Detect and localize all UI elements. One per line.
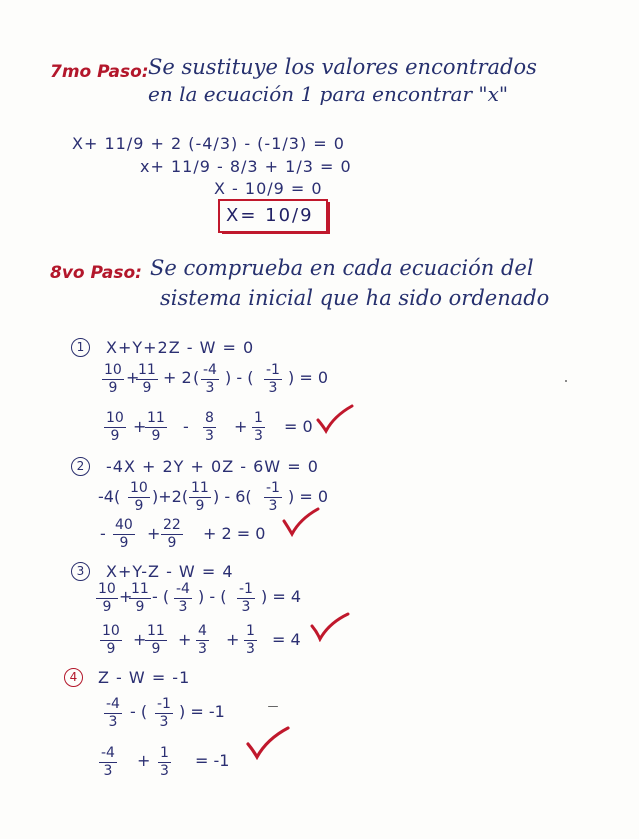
c1l2-frac1: $\frac{10}{9}$ (104, 362, 122, 396)
c1l3-frac2: $\frac{11}{9}$ (147, 410, 165, 444)
check3-equation: X+Y-Z - W = 4 (106, 562, 234, 581)
check4-number: 4 (64, 668, 83, 687)
step7-equation-2: x+ 11/9 - 8/3 + 1/3 = 0 (140, 157, 352, 176)
c4l3-frac2: $\frac{1}{3}$ (160, 745, 169, 779)
check1-number: 1 (71, 338, 90, 357)
c2l3-frac2: $\frac{22}{9}$ (163, 517, 181, 551)
c4l2-sep: - ( (130, 702, 148, 721)
c3l2-frac4: $\frac{-1}{3}$ (239, 581, 253, 615)
c2l2-b: )+2( (152, 487, 189, 506)
c4l3-end: = -1 (195, 751, 230, 770)
c3l2-plus: + (119, 587, 133, 606)
c1l3-op2: - (183, 417, 189, 436)
c1l2-end: ) = 0 (288, 368, 328, 387)
c3l3-frac1: $\frac{10}{9}$ (102, 623, 120, 657)
c3l3-op3: + (226, 630, 240, 649)
c1l2-frac2: $\frac{11}{9}$ (138, 362, 156, 396)
c3l2-frac3: $\frac{-4}{3}$ (176, 581, 190, 615)
check2-equation: -4X + 2Y + 0Z - 6W = 0 (106, 457, 319, 476)
result-x: X= 10/9 (226, 205, 314, 226)
c4l2-frac1: $\frac{-4}{3}$ (106, 696, 120, 730)
c1l3-end: = 0 (284, 417, 313, 436)
c2l3-plus: + (147, 524, 161, 543)
c1l3-frac3: $\frac{8}{3}$ (205, 410, 214, 444)
check2-number: 2 (71, 457, 90, 476)
stray-mark (268, 706, 278, 707)
c4l3-frac1: $\frac{-4}{3}$ (101, 745, 115, 779)
c1l3-frac1: $\frac{10}{9}$ (106, 410, 124, 444)
c2l3-end: + 2 = 0 (203, 524, 266, 543)
step8-text-line1: Se comprueba en cada ecuación del (150, 256, 534, 280)
c3l2-frac1: $\frac{10}{9}$ (98, 581, 116, 615)
stray-mark (565, 380, 567, 382)
c3l3-op2: + (178, 630, 192, 649)
check4-equation: Z - W = -1 (98, 668, 191, 687)
c2l2-a: -4( (98, 487, 121, 506)
c4l2-frac2: $\frac{-1}{3}$ (157, 696, 171, 730)
step8-text-line2: sistema inicial que ha sido ordenado (160, 286, 550, 310)
c1l2-sep: ) - ( (225, 368, 254, 387)
check1-equation: X+Y+2Z - W = 0 (106, 338, 255, 357)
step7-equation-3: X - 10/9 = 0 (214, 179, 323, 198)
checkmark-icon (246, 726, 290, 760)
step7-equation-1: X+ 11/9 + 2 (-4/3) - (-1/3) = 0 (72, 134, 345, 153)
c3l2-frac2: $\frac{11}{9}$ (131, 581, 149, 615)
c2l2-end: ) = 0 (288, 487, 328, 506)
checkmark-icon (310, 612, 350, 642)
c4l2-end: ) = -1 (179, 702, 225, 721)
c3l3-frac3: $\frac{4}{3}$ (198, 623, 207, 657)
c3l3-frac4: $\frac{1}{3}$ (246, 623, 255, 657)
c2l2-frac3: $\frac{-1}{3}$ (266, 480, 280, 514)
c1l3-frac4: $\frac{1}{3}$ (254, 410, 263, 444)
step8-label: 8vo Paso: (50, 263, 142, 283)
c1l2-paren1: ( (193, 368, 200, 387)
c2l2-frac2: $\frac{11}{9}$ (191, 480, 209, 514)
c3l2-end: ) = 4 (261, 587, 301, 606)
c1l3-op3: + (234, 417, 248, 436)
c3l3-end: = 4 (272, 630, 301, 649)
c2l3-minus: - (100, 524, 106, 543)
c1l2-mid: + 2 (163, 368, 192, 387)
step7-text-line2: en la ecuación 1 para encontrar "x" (148, 82, 509, 106)
c4l3-plus: + (137, 751, 151, 770)
checkmark-icon (282, 507, 320, 537)
c2l2-frac1: $\frac{10}{9}$ (130, 480, 148, 514)
c1l2-plus: + (126, 368, 140, 387)
checkmark-icon (316, 404, 354, 434)
c1l2-frac4: $\frac{-1}{3}$ (266, 362, 280, 396)
c3l3-op1: + (133, 630, 147, 649)
step7-label: 7mo Paso: (50, 62, 149, 82)
step7-text-line1: Se sustituye los valores encontrados (148, 55, 537, 79)
c3l3-frac2: $\frac{11}{9}$ (147, 623, 165, 657)
c3l2-sep1: - ( (152, 587, 170, 606)
c3l2-sep2: ) - ( (198, 587, 227, 606)
c1l3-op1: + (133, 417, 147, 436)
check3-number: 3 (71, 562, 90, 581)
c2l2-c: ) - 6( (213, 487, 252, 506)
result-box (218, 199, 328, 233)
c2l3-frac1: $\frac{40}{9}$ (115, 517, 133, 551)
c1l2-frac3: $\frac{-4}{3}$ (203, 362, 217, 396)
